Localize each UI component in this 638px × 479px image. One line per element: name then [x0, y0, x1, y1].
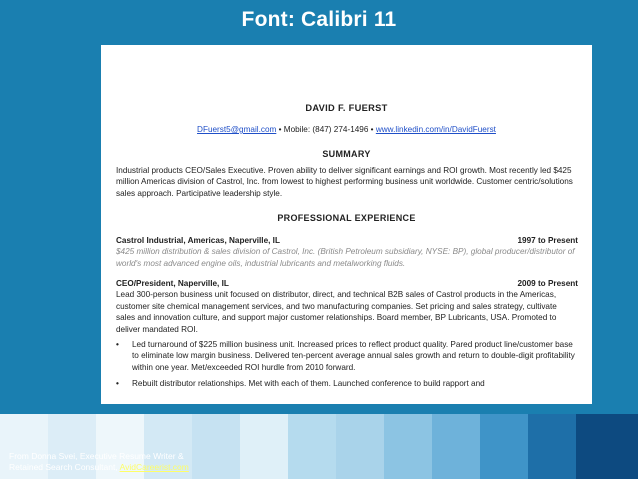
avidcareerist-link[interactable]: AvidCareerist.com	[119, 462, 189, 472]
role-title: CEO/President, Naperville, IL	[116, 279, 229, 288]
role-description: Lead 300-person business unit focused on distributor, direct, and technical B2B sales of Castrol products in the Americas, customer site chemical management services, and two manufacturing companies. Set pricing and sales strategy, cultivate sales and innovation culture, and support major customer relationships. Board member, BP Lubricants, USA. Promoted to deliver mandated ROI.	[116, 290, 557, 334]
resume-image	[101, 45, 592, 404]
summary-heading: SUMMARY	[322, 149, 371, 159]
role-block	[116, 278, 578, 335]
bullet-icon: •	[116, 379, 119, 389]
experience-heading: PROFESSIONAL EXPERIENCE	[277, 213, 416, 223]
mobile-text: • Mobile: (847) 274-1496 •	[276, 125, 376, 134]
list-item	[116, 378, 578, 389]
company-block	[116, 235, 578, 269]
company-dates: 1997 to Present	[517, 236, 578, 245]
credit-line-1: From Donna Svei, Executive Resume Writer &	[9, 451, 184, 461]
credit-line-2	[9, 462, 189, 473]
email-link[interactable]: DFuerst5@gmail.com	[197, 125, 277, 134]
slide-title: Font: Calibri 11	[241, 8, 397, 31]
role-dates: 2009 to Present	[517, 279, 578, 288]
linkedin-link[interactable]: www.linkedin.com/in/DavidFuerst	[375, 125, 496, 134]
list-item	[116, 339, 578, 373]
source-credit	[9, 451, 189, 473]
company-description: $425 million distribution & sales division of Castrol, Inc. (British Petroleum subsidiary, NYSE: BP), global producer/distributor of world's most advanced engine oils, industrial lubricants and metalworking fluids.	[116, 247, 575, 268]
achievement-list	[116, 339, 578, 395]
bullet-icon: •	[116, 340, 119, 349]
summary-text: Industrial products CEO/Sales Executive. Proven ability to deliver significant earnings and ROI growth. Most recently led $425 million Americas division of Castrol, Inc. from lowest to highest performing business unit worldwide. Customer centric/solutions sales approach. Participative leadership style.	[116, 166, 573, 198]
resume-contact-line	[101, 124, 592, 135]
company-name: Castrol Industrial, Americas, Naperville, IL	[116, 236, 280, 245]
credit-line-2-text: Retained Search Consultant,	[9, 462, 120, 472]
bullet-text: Led turnaround of $225 million business unit. Increased prices to reflect product quality. Pared product line/customer base to eliminate low margin business. Delivered ten-percent average annual sales growth and return to double-digit profitability within one year. Met/exceeded ROI hurdle from 2010 forward.	[132, 340, 575, 372]
resume-name: DAVID F. FUERST	[305, 103, 388, 113]
bullet-text: Rebuilt distributor relationships. Met with each of them. Launched conference to build rapport and	[132, 379, 485, 389]
